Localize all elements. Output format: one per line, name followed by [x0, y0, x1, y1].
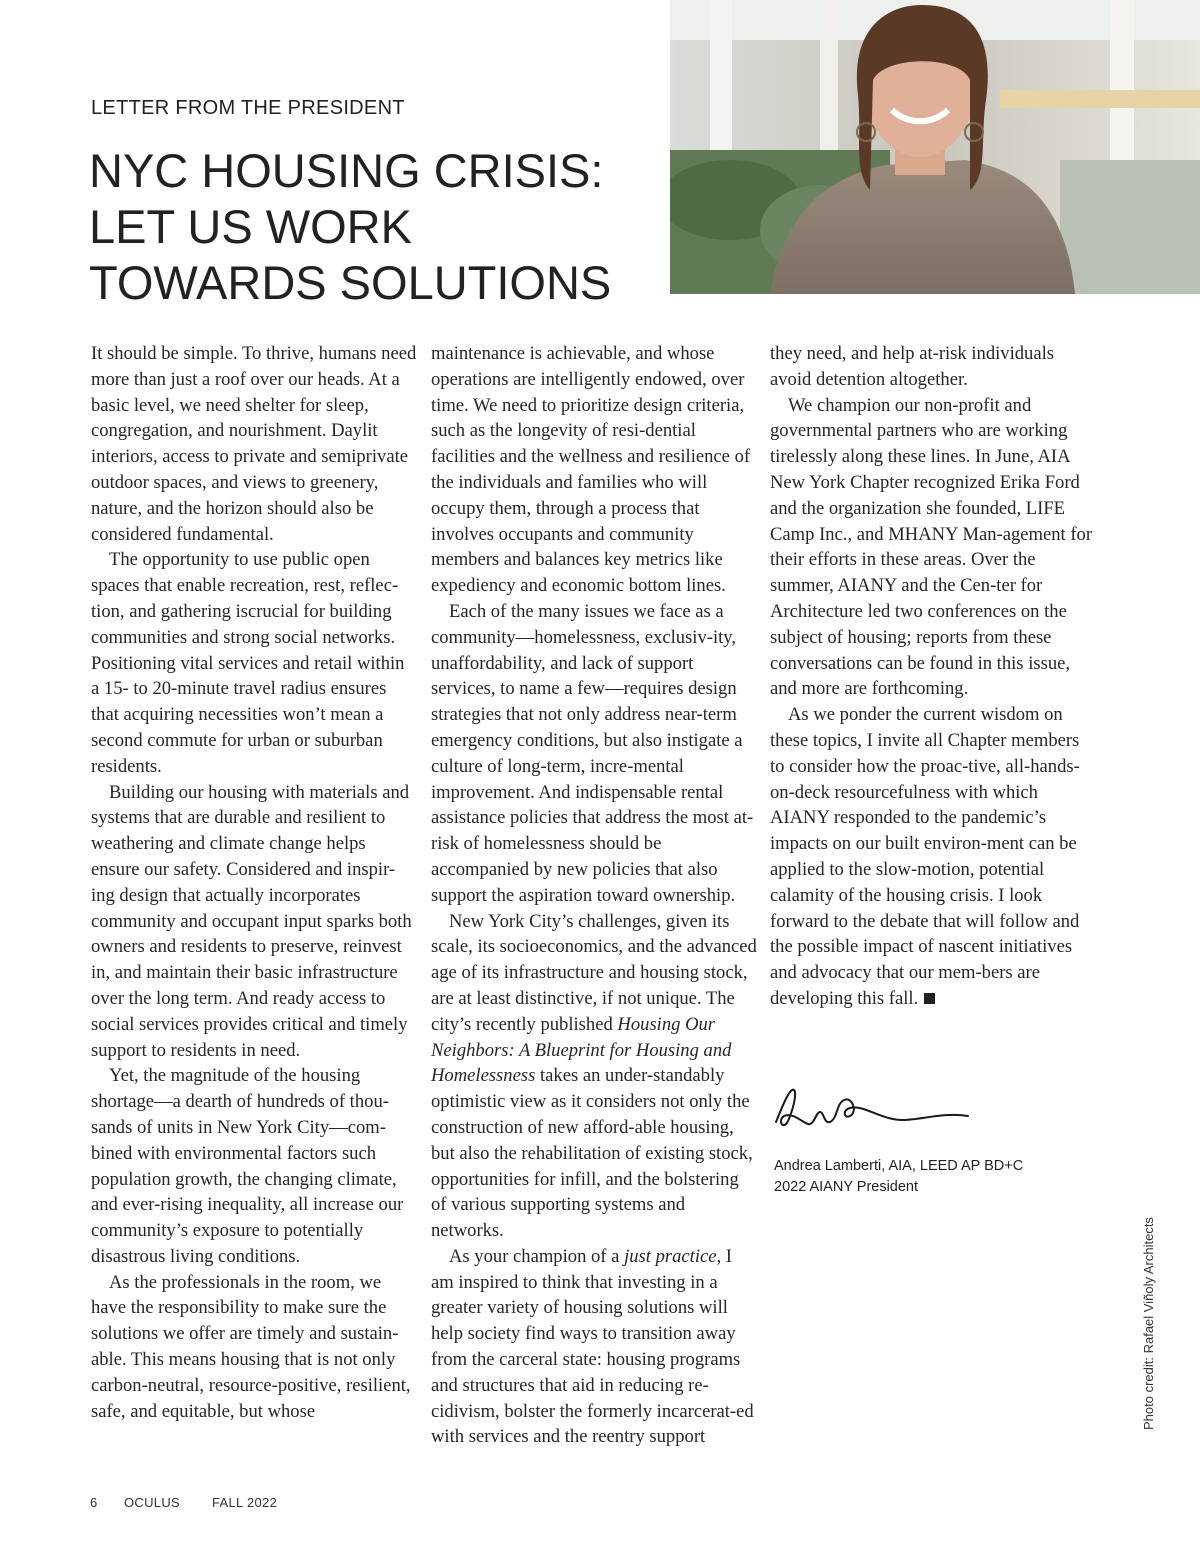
article-column-1	[91, 341, 417, 1424]
body-text: As we ponder the current wisdom on these topics, I invite all Chapter members to consider how the proac-tive, all-hands-on-deck resourcefulness with which AIANY responded to the pandemic’s impacts on our built environ-ment can be applied to the slow-motion, potential calamity of the housing crisis. I look forward to the debate that will follow and the possible impact of nascent initiatives and advocacy that our mem-bers are developing this fall.	[770, 704, 1080, 1009]
magazine-name: OCULUS	[124, 1495, 180, 1510]
headline-line: NYC HOUSING CRISIS:	[89, 144, 604, 197]
article-column-2	[431, 341, 757, 1450]
body-paragraph: We champion our non-profit and governmental partners who are working tirelessly along these lines. In June, AIA New York Chapter recognized Erika Ford and the organization she founded, LIFE Camp Inc., and MHANY Man-agement for their efforts in these areas. Over the summer, AIANY and the Cen-ter for Architecture led two conferences on the subject of housing; reports from these conversations can be found in this issue, and more are forthcoming.	[770, 394, 1093, 700]
signer-name: Andrea Lamberti, AIA, LEED AP BD+C	[774, 1158, 1024, 1174]
president-portrait-photo	[670, 0, 1200, 294]
photo-credit: Photo credit: Rafael Viñoly Architects	[1141, 1217, 1156, 1430]
body-paragraph: Yet, the magnitude of the housing shortage—a dearth of hundreds of thou-sands of units in New York City—com-bined with environmental factors such population growth, the changing climate, and ever-rising inequality, all increase our community’s exposure to potentially disastrous living conditions.	[91, 1065, 404, 1267]
emphasis-text: just practice,	[624, 1245, 722, 1267]
publication-title: Housing Our Neighbors: A Blueprint for Housing and Homelessness	[431, 1013, 732, 1087]
end-of-article-mark	[924, 993, 935, 1004]
issue-date: FALL 2022	[212, 1495, 278, 1510]
headline-line: LET US WORK	[89, 200, 412, 253]
headline	[89, 143, 649, 311]
article-column-3	[770, 341, 1096, 1012]
body-paragraph: Building our housing with materials and systems that are durable and resilient to weathering and climate change helps ensure our safety. Considered and inspir-ing design that actually incorporates community and occupant input sparks both owners and residents to preserve, reinvest in, and maintain their basic infrastructure over the long term. And ready access to social services provides critical and timely support to residents in need.	[91, 781, 412, 1061]
body-paragraph	[770, 702, 1096, 1012]
body-paragraph	[431, 1244, 757, 1450]
body-text: I am inspired to think that investing in a greater variety of housing solutions will help society find ways to transition away from the carceral state: housing programs and structures that aid in reducing re-cidivism, bolster the formerly incarcerat-ed with services and the reentry support	[431, 1245, 754, 1448]
headline-line: TOWARDS SOLUTIONS	[89, 256, 612, 309]
body-text: takes an under-standably optimistic view as it considers not only the construction of new afford-able housing, but also the rehabilitation of existing stock, opportunities for infill, and the bolstering of various supporting systems and networks.	[431, 1065, 753, 1242]
body-paragraph: maintenance is achievable, and whose operations are intelligently endowed, over time. We need to prioritize design criteria, such as the longevity of resi-dential facilities and the wellness and resilience of the individuals and families who will occupy them, through a process that involves occupants and community members and balances key metrics like expediency and economic bottom lines.	[431, 343, 751, 597]
body-paragraph: As the professionals in the room, we have the responsibility to make sure the solutions we offer are timely and sustain-able. This means housing that is not only carbon-neutral, resource-positive, resilient, safe, and equitable, but whose	[91, 1271, 411, 1422]
body-paragraph: they need, and help at-risk individuals avoid detention altogether.	[770, 343, 1054, 390]
body-text: New York City’s challenges, given its scale, its socioeconomics, and the advanced age of its infrastructure and housing stock, are at least distinctive, if not unique. The city’s recently published	[431, 910, 757, 1035]
body-paragraph: It should be simple. To thrive, humans need more than just a roof over our heads. At a basic level, we need shelter for sleep, congregation, and nourishment. Daylit interiors, access to private and semiprivate outdoor spaces, and views to greenery, nature, and the horizon should also be considered fundamental.	[91, 343, 417, 545]
section-label: LETTER FROM THE PRESIDENT	[91, 97, 405, 119]
page-footer	[90, 1495, 277, 1510]
body-paragraph: The opportunity to use public open spaces that enable recreation, rest, reflec-tion, and gathering iscrucial for building communities and strong social networks. Positioning vital services and retail within a 15- to 20-minute travel radius ensures that acquiring necessities won’t mean a second commute for urban or suburban residents.	[91, 549, 405, 777]
body-paragraph	[431, 909, 757, 1244]
body-paragraph: Each of the many issues we face as a community—homelessness, exclusiv-ity, unaffordability, and lack of support services, to name a few—requires design strategies that not only address near-term emergency conditions, but also instigate a culture of long-term, incre-mental improvement. And indispensable rental assistance policies that address the most at-risk of homelessness should be accompanied by new policies that also support the aspiration toward ownership.	[431, 600, 754, 906]
page-number: 6	[90, 1495, 98, 1510]
signature-image	[772, 1082, 972, 1142]
signer-title: 2022 AIANY President	[774, 1179, 919, 1195]
signer-block	[774, 1156, 1023, 1198]
body-text: As your champion of a	[449, 1245, 625, 1267]
